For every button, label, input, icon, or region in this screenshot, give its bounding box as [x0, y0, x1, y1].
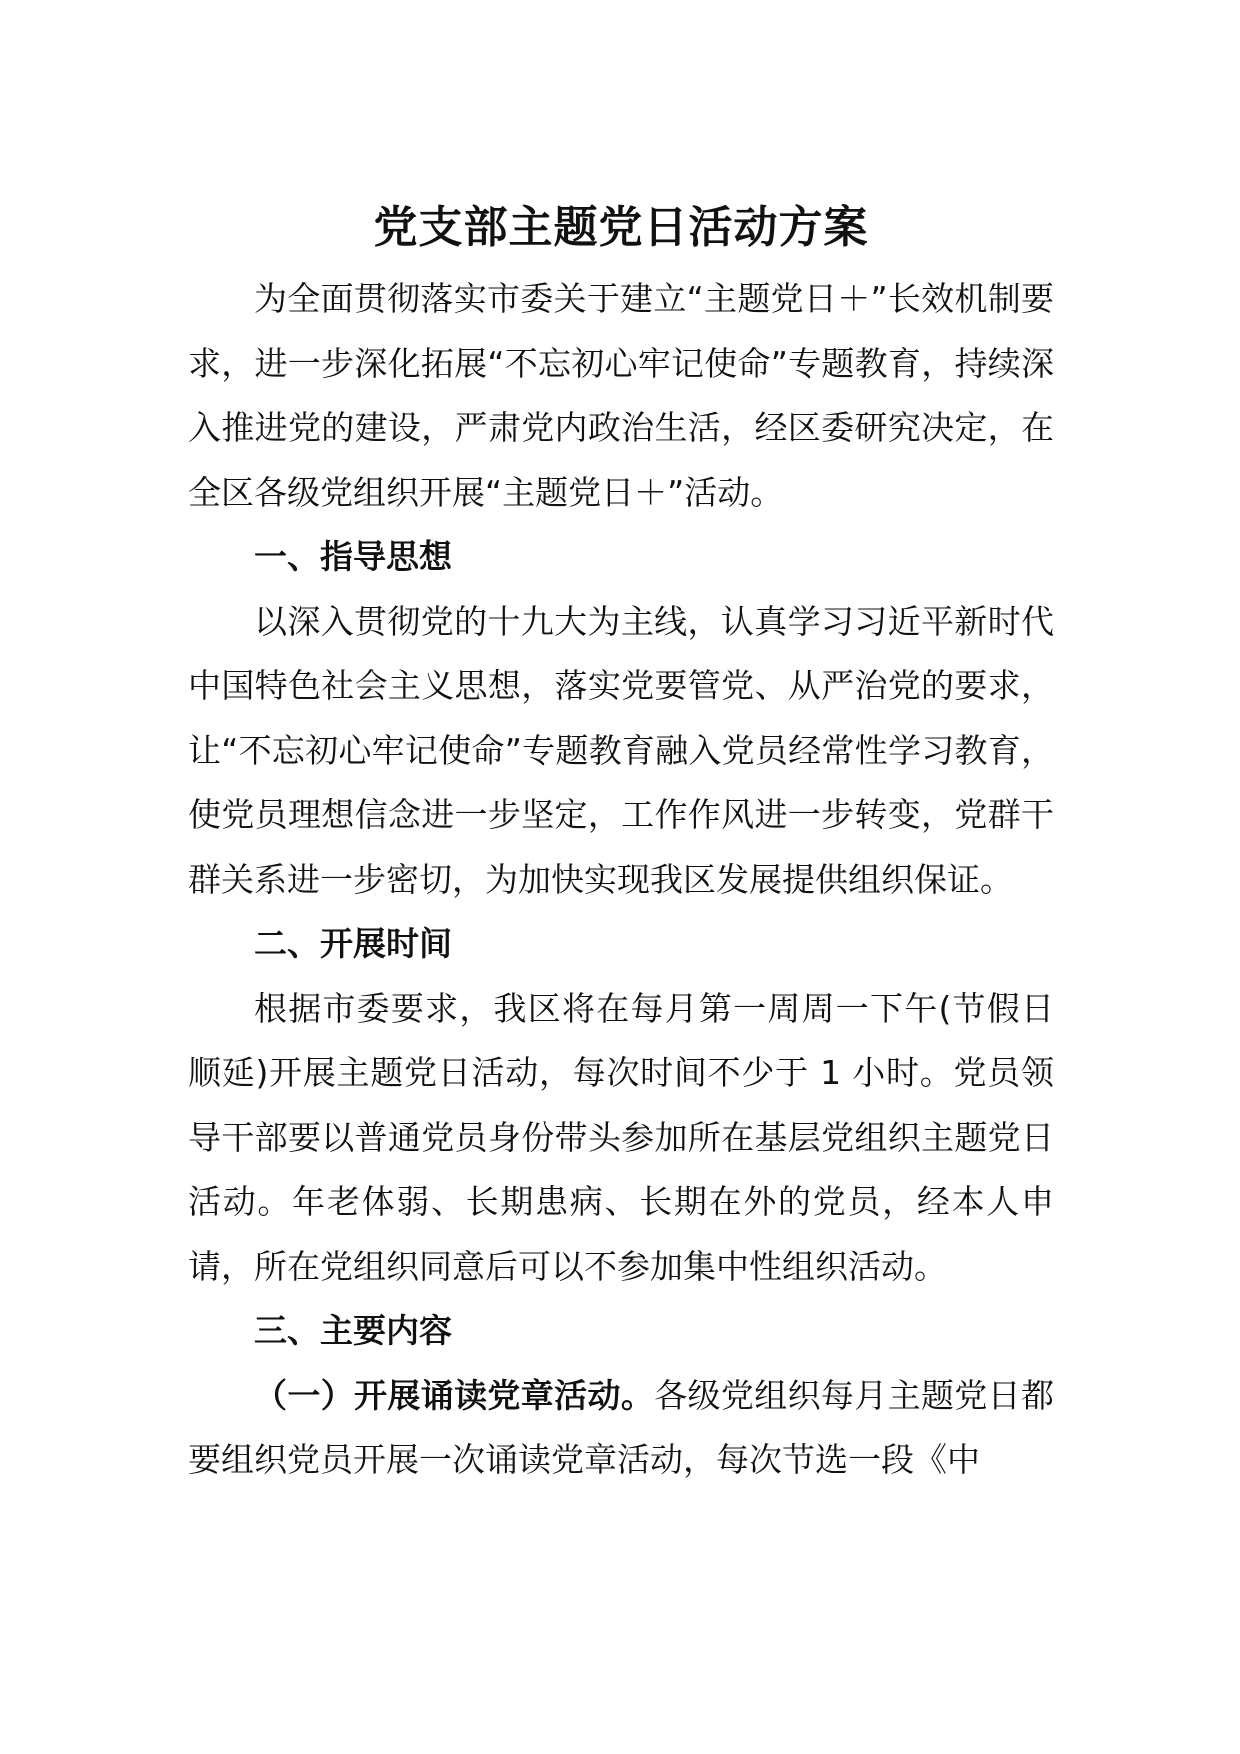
document-body: [188, 195, 1054, 1493]
section-item-read-party-constitution: [188, 1364, 1054, 1493]
item-body: 各级党组织每月主题党日都要组织党员开展一次诵读党章活动，每次节选一段《中: [188, 1375, 1055, 1479]
section-heading-guiding-thought: 一、指导思想: [254, 537, 452, 576]
section-heading-main-content: 三、主要内容: [254, 1311, 452, 1350]
section-body-guiding-thought: 以深入贯彻党的十九大为主线，认真学习习近平新时代中国特色社会主义思想，落实党要管党、从严治党的要求，让“不忘初心牢记使命”专题教育融入党员经常性学习教育，使党员理想信念进一步坚定，工作作风进一步转变，党群干群关系进一步密切，为加快实现我区发展提供组织保证。: [188, 601, 1054, 899]
intro-paragraph: 为全面贯彻落实市委关于建立“主题党日＋”长效机制要求，进一步深化拓展“不忘初心牢记使命”专题教育，持续深入推进党的建设，严肃党内政治生活，经区委研究决定，在全区各级党组织开展“主题党日＋”活动。: [188, 279, 1054, 512]
section-heading-schedule: 二、开展时间: [254, 924, 452, 963]
document-title: 党支部主题党日活动方案: [373, 202, 869, 253]
item-lead: （一）开展诵读党章活动。: [254, 1375, 655, 1415]
section-body-schedule: 根据市委要求，我区将在每月第一周周一下午(节假日顺延)开展主题党日活动，每次时间不少于 1 小时。党员领导干部要以普通党员身份带头参加所在基层党组织主题党日活动。年老体弱、长期患病、长期在外的党员，经本人申请，所在党组织同意后可以不参加集中性组织活动。: [188, 988, 1054, 1286]
